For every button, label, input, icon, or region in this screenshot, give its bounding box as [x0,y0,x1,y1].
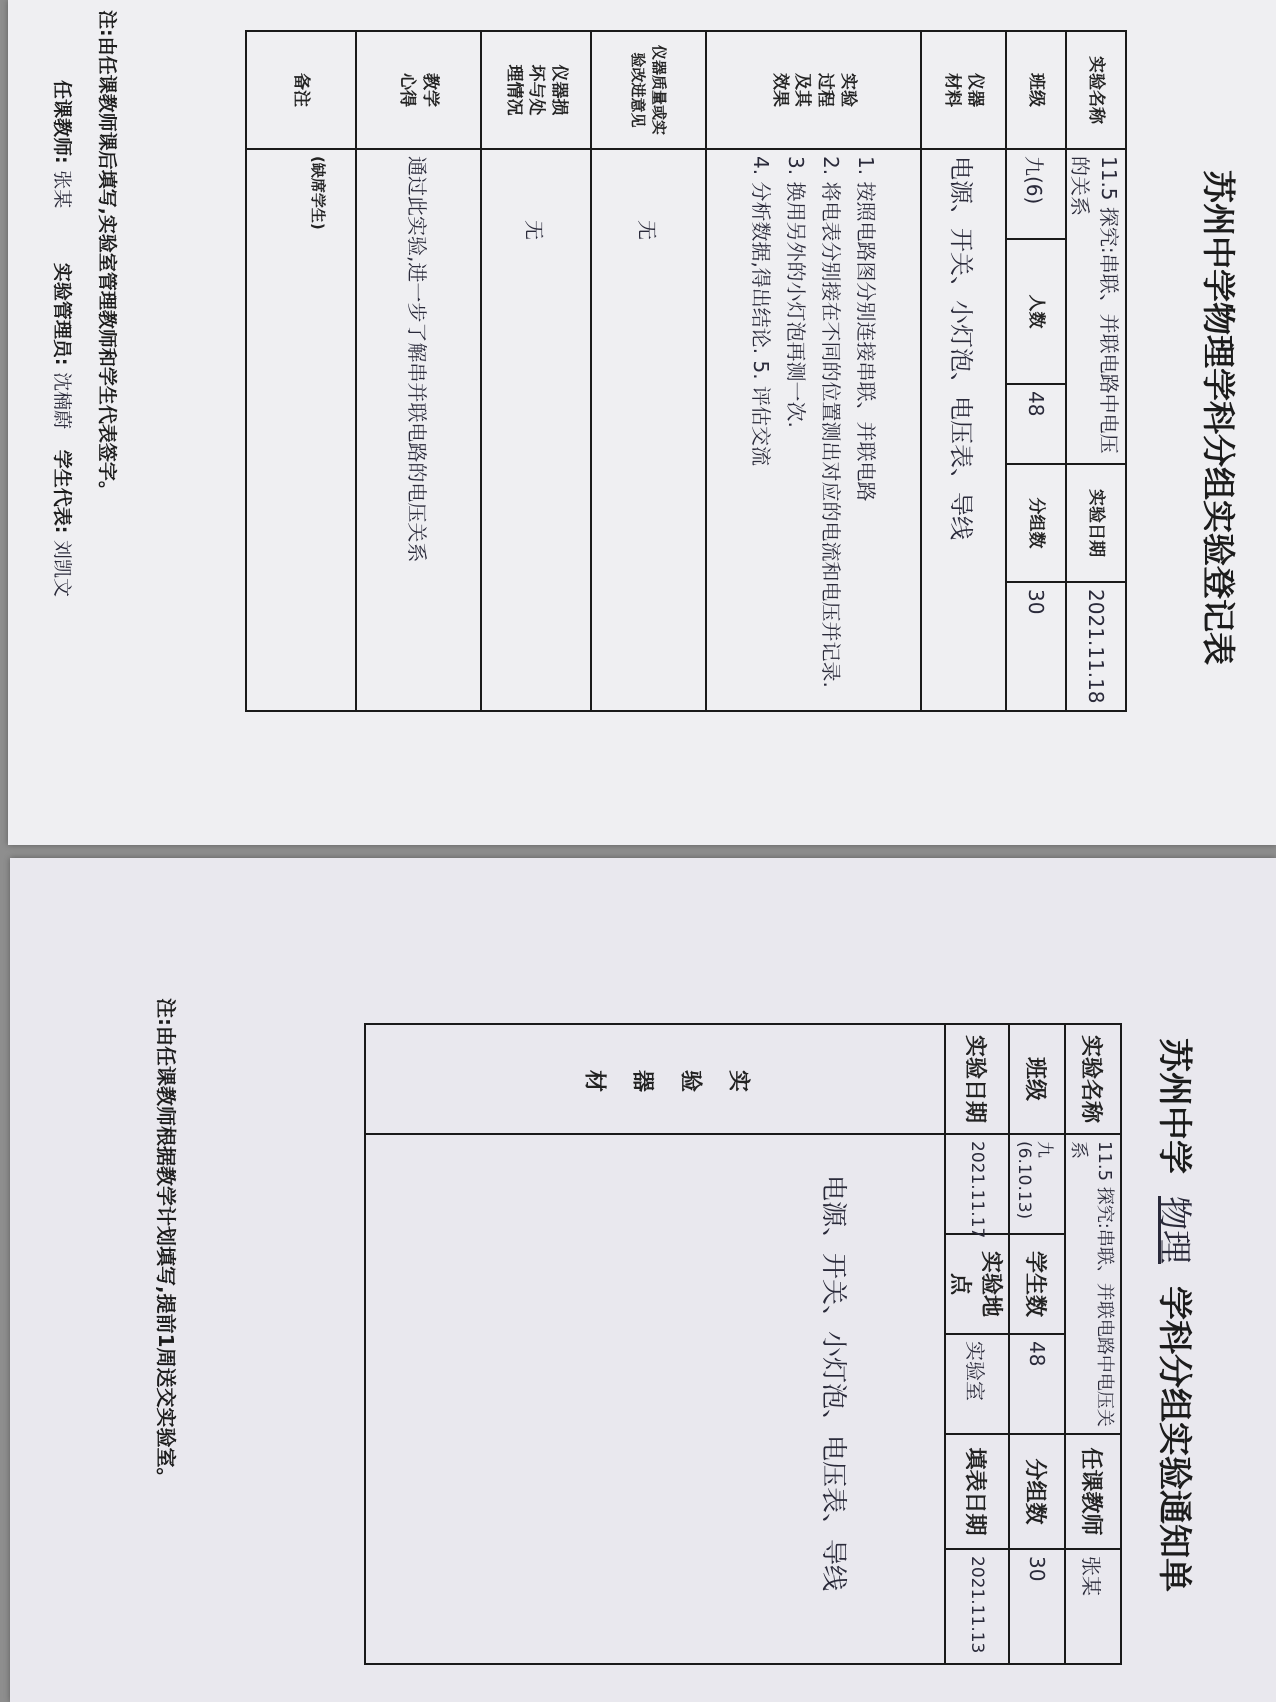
notice-label-name: 实验名称 [1065,1024,1121,1134]
label-groups: 分组数 [1006,464,1066,582]
notice-value-date: 2021.11.17 [945,1134,1009,1234]
notice-value-class: 九(6.10.13) [1009,1134,1065,1234]
record-sheet-content [12,0,1262,845]
process-step-2: 2. 将电表分别接在不同的位置测出对应的电流和电压并记录. [819,156,844,688]
teacher-signature: 张某 [51,170,73,209]
label-materials: 仪器材料 [921,31,1006,149]
value-reflection: 通过此实验,进一步了解串并联电路的电压关系 [356,149,481,711]
label-reflection: 教学心得 [356,31,481,149]
student-label: 学生代表: [51,449,73,534]
notice-label-fill-date: 填表日期 [945,1434,1009,1549]
value-class: 九(6) [1006,149,1066,239]
label-name: 实验名称 [1066,31,1126,149]
label-quality: 仪器质量或实验改进意见 [591,31,706,149]
notice-label-place: 实验地点 [945,1234,1009,1334]
record-signatures [50,80,77,597]
notice-label-class: 班级 [1009,1024,1065,1134]
notice-value-students: 48 [1009,1334,1065,1434]
notice-value-teacher: 张某 [1065,1549,1121,1664]
notice-subject: 物理 [1154,1196,1194,1264]
notice-value-groups: 30 [1009,1549,1065,1664]
process-step-4: 4. 分析数据,得出结论. 5. 评估交流 [749,156,774,466]
notice-value-fill-date: 2021.11.13 [945,1549,1009,1664]
value-people: 48 [1006,384,1066,464]
admin-label: 实验管理员: [51,262,73,366]
value-groups: 30 [1006,582,1066,711]
value-materials: 电源、开关、小灯泡、电压表、导线 [921,149,1006,711]
notice-label-materials: 实验器材 [365,1024,945,1134]
value-date: 2021.11.18 [1066,582,1126,711]
notice-title-suffix: 学科分组实验通知单 [1154,1286,1194,1592]
notice-title [1153,1038,1202,1592]
process-step-1: 1. 按照电路图分别连接串联、并联电路 [854,156,879,502]
teacher-label: 任课教师: [51,80,73,164]
value-name: 11.5 探究:串联、并联电路中电压的关系 [1066,149,1126,464]
notice-title-prefix: 苏州中学 [1154,1038,1194,1174]
record-title: 苏州中学物理学科分组实验登记表 [1199,170,1238,665]
notice-label-students: 学生数 [1009,1234,1065,1334]
label-date: 实验日期 [1066,464,1126,582]
label-damage: 仪器损坏与处理情况 [481,31,591,149]
record-note: 注:由任课教师课后填写,实验室管理教师和学生代表签字。 [96,10,118,500]
notice-note: 注:由任课教师根据教学计划填写,提前1周送交实验室。 [154,998,178,1488]
notice-label-teacher: 任课教师 [1065,1434,1121,1549]
notice-value-materials: 电源、开关、小灯泡、电压表、导线 [365,1134,945,1664]
notice-label-groups: 分组数 [1009,1434,1065,1549]
notice-label-date: 实验日期 [945,1024,1009,1134]
notice-value-name: 11.5 探究:串联、并联电路中电压关系 [1065,1134,1121,1434]
value-damage: 无 [481,149,591,711]
value-remarks: (缺席学生) [246,149,356,711]
notice-value-place: 实验室 [945,1334,1009,1434]
notice-sheet-content [12,858,1262,1702]
value-process [706,149,921,711]
label-remarks: 备注 [246,31,356,149]
label-process: 实验过程及其效果 [706,31,921,149]
value-quality: 无 [591,149,706,711]
admin-signature: 沈楠蔚 [51,372,73,430]
label-people: 人数 [1006,239,1066,384]
record-table [245,30,1127,712]
notice-table [364,1023,1122,1665]
process-step-3: 3. 换用另外的小灯泡再测一次. [784,156,809,428]
label-class: 班级 [1006,31,1066,149]
student-signature: 刘凯文 [51,539,73,597]
